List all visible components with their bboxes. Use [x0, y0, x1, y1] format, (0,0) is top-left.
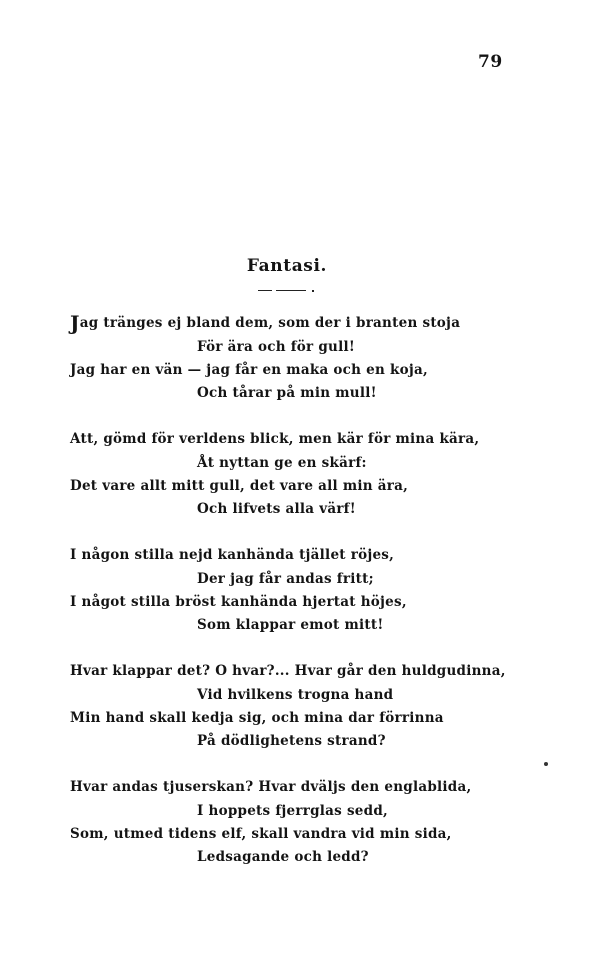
poem-line: I något stilla bröst kanhända hjertat höjes,	[70, 594, 407, 610]
poem-line: Som, utmed tidens elf, skall vandra vid min sida,	[70, 826, 452, 842]
poem-line: Och lifvets alla värf!	[197, 501, 356, 517]
poem-line: Hvar klappar det? O hvar?... Hvar går den huldgudinna,	[70, 663, 506, 679]
poem-line	[70, 311, 461, 335]
poem-line: Åt nyttan ge en skärf:	[197, 455, 367, 471]
title-ornament-rule	[258, 286, 316, 296]
poem-line: Att, gömd för verldens blick, men kär för mina kära,	[70, 431, 480, 447]
drop-cap: J	[70, 311, 80, 335]
poem-title: Fantasi.	[246, 256, 328, 276]
ornament-dot	[312, 290, 314, 292]
poem-line: Som klappar emot mitt!	[197, 617, 384, 633]
poem-line: Och tårar på min mull!	[197, 385, 377, 401]
ornament-segment	[276, 290, 306, 291]
poem-line: För ära och för gull!	[197, 339, 356, 355]
page-number: 79	[478, 52, 503, 72]
ink-speck	[544, 762, 548, 766]
poem-line: Vid hvilkens trogna hand	[197, 687, 394, 703]
poem-line: Min hand skall kedja sig, och mina dar förrinna	[70, 710, 444, 726]
poem-line: Hvar andas tjuserskan? Hvar dväljs den englablida,	[70, 779, 472, 795]
poem-line: På dödlighetens strand?	[197, 733, 386, 749]
poem-line-rest: ag tränges ej bland dem, som der i branten stoja	[79, 315, 461, 331]
poem-line: Det vare allt mitt gull, det vare all min ära,	[70, 478, 409, 494]
poem-line: I någon stilla nejd kanhända tjället röjes,	[70, 547, 395, 563]
poem-line: Der jag får andas fritt;	[197, 571, 374, 587]
poem-line: I hoppets fjerrglas sedd,	[197, 803, 388, 819]
poem-line: Jag har en vän — jag får en maka och en koja,	[70, 362, 428, 378]
ornament-segment	[258, 290, 272, 291]
poem-line: Ledsagande och ledd?	[197, 849, 369, 865]
